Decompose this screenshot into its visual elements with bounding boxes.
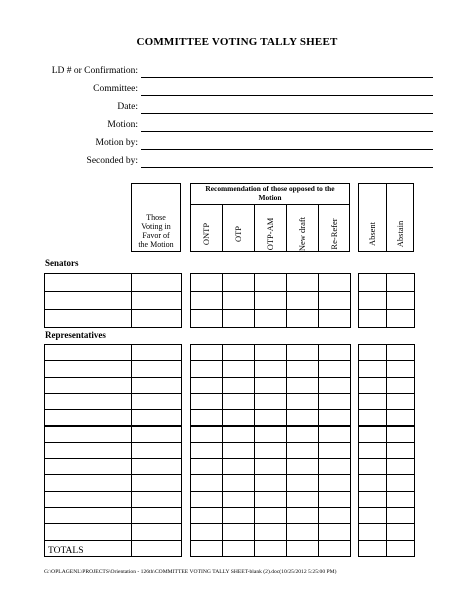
representative-cell[interactable] bbox=[254, 442, 287, 459]
representative-cell[interactable] bbox=[318, 474, 351, 491]
representative-cell[interactable] bbox=[44, 491, 132, 508]
representative-cell[interactable] bbox=[318, 409, 351, 426]
representative-cell[interactable] bbox=[131, 540, 182, 557]
senator-cell[interactable] bbox=[286, 309, 319, 328]
representative-cell[interactable] bbox=[318, 491, 351, 508]
representative-cell[interactable] bbox=[358, 393, 387, 410]
representative-cell[interactable] bbox=[318, 540, 351, 557]
representative-cell[interactable] bbox=[131, 377, 182, 394]
representative-cell[interactable] bbox=[44, 360, 132, 377]
representative-cell[interactable] bbox=[286, 377, 319, 394]
representative-cell[interactable] bbox=[386, 458, 415, 475]
header-divider bbox=[386, 183, 387, 252]
representative-cell[interactable] bbox=[44, 474, 132, 491]
representative-cell[interactable] bbox=[222, 523, 255, 540]
representative-cell[interactable] bbox=[386, 344, 415, 361]
representative-cell[interactable] bbox=[44, 409, 132, 426]
senator-cell[interactable] bbox=[254, 273, 287, 292]
senator-cell[interactable] bbox=[254, 309, 287, 328]
representative-cell[interactable] bbox=[254, 540, 287, 557]
representative-cell[interactable] bbox=[286, 458, 319, 475]
senator-cell[interactable] bbox=[386, 309, 415, 328]
senator-cell[interactable] bbox=[222, 273, 255, 292]
opposed-option-header: New draft bbox=[297, 216, 307, 252]
representative-cell[interactable] bbox=[254, 360, 287, 377]
senator-cell[interactable] bbox=[286, 291, 319, 310]
representative-cell[interactable] bbox=[358, 442, 387, 459]
representative-cell[interactable] bbox=[318, 377, 351, 394]
representative-cell[interactable] bbox=[318, 507, 351, 524]
representative-cell[interactable] bbox=[131, 393, 182, 410]
representative-cell[interactable] bbox=[358, 507, 387, 524]
other-option-header: Absent bbox=[367, 221, 377, 247]
header-divider bbox=[318, 204, 319, 252]
representative-cell[interactable] bbox=[190, 393, 223, 410]
representative-cell[interactable] bbox=[386, 426, 415, 443]
representative-cell[interactable] bbox=[222, 540, 255, 557]
senator-cell[interactable] bbox=[358, 291, 387, 310]
representative-cell[interactable] bbox=[190, 360, 223, 377]
representative-cell[interactable] bbox=[190, 474, 223, 491]
field-label: Motion: bbox=[107, 120, 138, 130]
representative-cell[interactable] bbox=[44, 458, 132, 475]
representative-cell[interactable] bbox=[286, 474, 319, 491]
representative-cell[interactable] bbox=[286, 491, 319, 508]
representative-cell[interactable] bbox=[386, 474, 415, 491]
representative-cell[interactable] bbox=[254, 426, 287, 443]
representative-cell[interactable] bbox=[254, 377, 287, 394]
representative-cell[interactable] bbox=[254, 491, 287, 508]
representative-cell[interactable] bbox=[254, 393, 287, 410]
representative-cell[interactable] bbox=[286, 360, 319, 377]
header-rule bbox=[190, 204, 350, 205]
representative-cell[interactable] bbox=[190, 540, 223, 557]
representative-cell[interactable] bbox=[222, 377, 255, 394]
representative-cell[interactable] bbox=[222, 409, 255, 426]
representative-cell[interactable] bbox=[131, 442, 182, 459]
representative-cell[interactable] bbox=[44, 523, 132, 540]
representative-cell[interactable] bbox=[131, 409, 182, 426]
senator-cell[interactable] bbox=[190, 291, 223, 310]
senator-cell[interactable] bbox=[131, 309, 182, 328]
favor-header-box bbox=[131, 183, 181, 252]
header-divider bbox=[222, 204, 223, 252]
other-option-header: Abstain bbox=[395, 220, 405, 248]
representative-cell[interactable] bbox=[44, 442, 132, 459]
representative-cell[interactable] bbox=[358, 491, 387, 508]
representative-cell[interactable] bbox=[286, 393, 319, 410]
representative-cell[interactable] bbox=[318, 426, 351, 443]
representative-cell[interactable] bbox=[286, 523, 319, 540]
senator-cell[interactable] bbox=[222, 309, 255, 328]
representative-cell[interactable] bbox=[254, 507, 287, 524]
representative-cell[interactable] bbox=[286, 409, 319, 426]
senator-cell[interactable] bbox=[131, 273, 182, 292]
representative-cell[interactable] bbox=[44, 507, 132, 524]
representative-cell[interactable] bbox=[386, 507, 415, 524]
representative-cell[interactable] bbox=[254, 523, 287, 540]
senator-cell[interactable] bbox=[318, 273, 351, 292]
representative-cell[interactable] bbox=[131, 523, 182, 540]
senator-cell[interactable] bbox=[44, 291, 132, 310]
representative-cell[interactable] bbox=[386, 523, 415, 540]
opposed-header-title: Recommendation of those opposed to the Motion bbox=[205, 184, 335, 202]
representative-cell[interactable] bbox=[386, 393, 415, 410]
representative-cell[interactable] bbox=[318, 442, 351, 459]
representative-cell[interactable] bbox=[358, 377, 387, 394]
header-divider bbox=[286, 204, 287, 252]
representative-cell[interactable] bbox=[222, 393, 255, 410]
opposed-option-header: OTP bbox=[233, 225, 243, 243]
representative-cell[interactable] bbox=[254, 344, 287, 361]
representative-cell[interactable] bbox=[190, 409, 223, 426]
representative-cell[interactable] bbox=[386, 540, 415, 557]
representative-cell[interactable] bbox=[386, 360, 415, 377]
representative-cell[interactable] bbox=[131, 360, 182, 377]
representative-cell[interactable] bbox=[222, 458, 255, 475]
representative-cell[interactable] bbox=[286, 426, 319, 443]
field-label: Motion by: bbox=[95, 138, 138, 148]
representative-cell[interactable] bbox=[358, 409, 387, 426]
field-label: Date: bbox=[117, 102, 138, 112]
senator-cell[interactable] bbox=[286, 273, 319, 292]
representative-cell[interactable] bbox=[44, 426, 132, 443]
senators-label: Senators bbox=[45, 258, 79, 268]
representative-cell[interactable] bbox=[318, 458, 351, 475]
representative-cell[interactable] bbox=[386, 377, 415, 394]
representative-cell[interactable] bbox=[254, 409, 287, 426]
representative-cell[interactable] bbox=[190, 377, 223, 394]
senator-cell[interactable] bbox=[44, 309, 132, 328]
representative-cell[interactable] bbox=[190, 523, 223, 540]
field-input-line[interactable] bbox=[141, 167, 433, 168]
senator-cell[interactable] bbox=[44, 273, 132, 292]
senator-cell[interactable] bbox=[190, 309, 223, 328]
representative-cell[interactable] bbox=[190, 491, 223, 508]
senator-cell[interactable] bbox=[254, 291, 287, 310]
page-title: COMMITTEE VOTING TALLY SHEET bbox=[136, 36, 338, 48]
representative-cell[interactable] bbox=[318, 523, 351, 540]
representative-cell[interactable] bbox=[190, 458, 223, 475]
opposed-option-header: ONTP bbox=[201, 222, 211, 246]
representative-cell[interactable] bbox=[131, 491, 182, 508]
representative-cell[interactable] bbox=[358, 344, 387, 361]
representative-cell[interactable] bbox=[286, 344, 319, 361]
representative-cell[interactable] bbox=[222, 491, 255, 508]
representative-cell[interactable] bbox=[190, 344, 223, 361]
representative-cell[interactable] bbox=[358, 523, 387, 540]
senator-cell[interactable] bbox=[386, 291, 415, 310]
representative-cell[interactable] bbox=[222, 360, 255, 377]
representative-cell[interactable] bbox=[131, 458, 182, 475]
representative-cell[interactable] bbox=[222, 344, 255, 361]
representative-cell[interactable] bbox=[131, 344, 182, 361]
footer-path: G:\OPLAGENL\PROJECTS\Orientation - 126th\COMMITTEE VOTING TALLY SHEET-blank (2).doc(10/25/2012 5:25:00 PM) bbox=[44, 569, 337, 575]
senator-cell[interactable] bbox=[318, 291, 351, 310]
representative-cell[interactable] bbox=[190, 442, 223, 459]
representative-cell[interactable] bbox=[358, 540, 387, 557]
representative-cell[interactable] bbox=[44, 344, 132, 361]
representative-cell[interactable] bbox=[386, 442, 415, 459]
senator-cell[interactable] bbox=[318, 309, 351, 328]
representative-cell[interactable] bbox=[254, 474, 287, 491]
opposed-option-header: Re-Refer bbox=[329, 218, 339, 250]
field-input-line[interactable] bbox=[141, 77, 433, 78]
representative-cell[interactable] bbox=[318, 344, 351, 361]
senator-cell[interactable] bbox=[386, 273, 415, 292]
representative-cell[interactable] bbox=[286, 442, 319, 459]
opposed-option-header: OTP-AM bbox=[265, 217, 275, 251]
representative-cell[interactable] bbox=[190, 507, 223, 524]
representative-cell[interactable] bbox=[222, 426, 255, 443]
senator-cell[interactable] bbox=[190, 273, 223, 292]
representative-cell[interactable] bbox=[358, 426, 387, 443]
representative-cell[interactable] bbox=[286, 540, 319, 557]
representative-cell[interactable] bbox=[131, 426, 182, 443]
field-label: Committee: bbox=[93, 84, 138, 94]
field-input-line[interactable] bbox=[141, 113, 433, 114]
favor-header-text: Those Voting in Favor of the Motion bbox=[138, 213, 174, 249]
field-input-line[interactable] bbox=[141, 149, 433, 150]
header-divider bbox=[254, 204, 255, 252]
representative-cell[interactable] bbox=[358, 474, 387, 491]
field-input-line[interactable] bbox=[141, 131, 433, 132]
representative-cell[interactable] bbox=[44, 393, 132, 410]
representative-cell[interactable] bbox=[358, 360, 387, 377]
representative-cell[interactable] bbox=[131, 507, 182, 524]
representative-cell[interactable] bbox=[190, 426, 223, 443]
totals-label: TOTALS bbox=[48, 546, 84, 556]
representative-cell[interactable] bbox=[222, 507, 255, 524]
senator-cell[interactable] bbox=[131, 291, 182, 310]
representative-cell[interactable] bbox=[286, 507, 319, 524]
senator-cell[interactable] bbox=[358, 273, 387, 292]
representative-cell[interactable] bbox=[131, 474, 182, 491]
representatives-label: Representatives bbox=[45, 330, 106, 340]
field-label: Seconded by: bbox=[86, 156, 138, 166]
representative-cell[interactable] bbox=[358, 458, 387, 475]
representative-cell[interactable] bbox=[254, 458, 287, 475]
representative-cell[interactable] bbox=[386, 491, 415, 508]
field-label: LD # or Confirmation: bbox=[51, 66, 138, 76]
representative-cell[interactable] bbox=[44, 377, 132, 394]
representative-cell[interactable] bbox=[386, 409, 415, 426]
representative-cell[interactable] bbox=[222, 442, 255, 459]
senator-cell[interactable] bbox=[358, 309, 387, 328]
representative-cell[interactable] bbox=[318, 393, 351, 410]
representative-cell[interactable] bbox=[222, 474, 255, 491]
field-input-line[interactable] bbox=[141, 95, 433, 96]
representative-cell[interactable] bbox=[318, 360, 351, 377]
senator-cell[interactable] bbox=[222, 291, 255, 310]
